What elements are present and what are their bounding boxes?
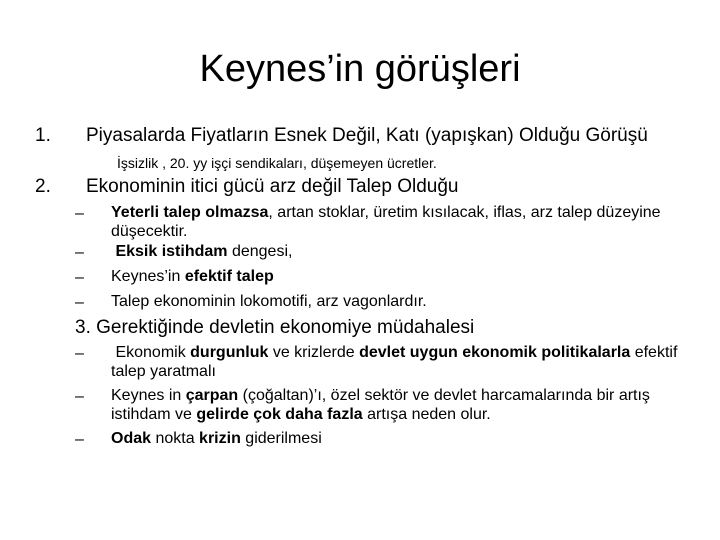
list-item: Yeterli talep olmazsa, artan stoklar, üretim kısılacak, iflas, arz talep düzeyine düşecektir.: [111, 204, 661, 240]
list-item: Eksik istihdam dengesi,: [115, 243, 293, 260]
section-1-number: 1.: [35, 125, 51, 146]
bullet-marker: –: [75, 294, 84, 311]
list-item: Odak nokta krizin giderilmesi: [111, 430, 322, 447]
section-2-heading: Ekonominin itici gücü arz değil Talep Olduğu: [86, 176, 459, 197]
bullet-marker: –: [75, 269, 84, 286]
list-item: Ekonomik durgunluk ve krizlerde devlet uygun ekonomik politikalarla efektif talep yaratmalı: [111, 344, 678, 380]
bullet-marker: –: [75, 431, 84, 448]
list-item: Keynes’in efektif talep: [111, 268, 274, 285]
section-1-heading: Piyasalarda Fiyatların Esnek Değil, Katı (yapışkan) Olduğu Görüşü: [86, 125, 648, 146]
list-item: Talep ekonominin lokomotifi, arz vagonlardır.: [111, 293, 427, 310]
list-item: Keynes in çarpan (çoğaltan)’ı, özel sektör ve devlet harcamalarında bir artış istihdam ve gelirde çok daha fazla artışa neden olur.: [111, 387, 650, 423]
slide-title: Keynes’in görüşleri: [199, 48, 521, 90]
bullet-marker: –: [75, 388, 84, 405]
bullet-marker: –: [75, 345, 84, 362]
section-1-note: İşsizlik , 20. yy işçi sendikaları, düşemeyen ücretler.: [117, 155, 437, 171]
section-2-number: 2.: [35, 176, 51, 197]
section-3-heading: 3. Gerektiğinde devletin ekonomiye müdahalesi: [75, 317, 475, 338]
bullet-marker: –: [75, 205, 84, 222]
bullet-marker: –: [75, 244, 84, 261]
